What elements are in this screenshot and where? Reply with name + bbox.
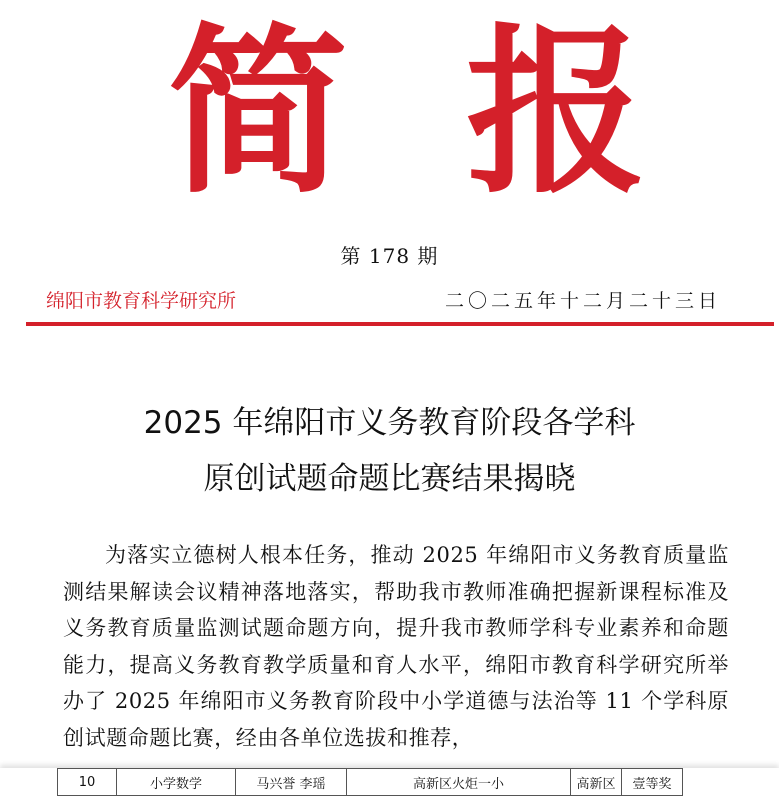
cell-no: 10 (58, 769, 117, 796)
publish-date: 二〇二五年十二月二十三日 (444, 290, 721, 312)
publisher-org: 绵阳市教育科学研究所 (46, 290, 237, 312)
cell-authors: 马兴誉 李瑶 (236, 769, 347, 796)
results-table-strip (0, 768, 779, 797)
body-paragraph: 为落实立德树人根本任务，推动 2025 年绵阳市义务教育质量监测结果解读会议精神落地落实，帮助我市教师准确把握新课程标准及义务教育质量监测试题命题方向，提升我市教师学科专业素养和命题能力，提高义务教育教学质量和育人水平，绵阳市教育科学研究所举办了 2025 年绵阳市义务教育阶段中小学道德与法治等 11 个学科原创试题命题比赛，经由各单位选拔和推荐， (63, 543, 729, 750)
cell-subject: 小学数学 (117, 769, 236, 796)
results-table (57, 768, 683, 796)
issue-number: 第 178 期 (340, 244, 439, 268)
cell-district: 高新区 (571, 769, 622, 796)
cell-school: 高新区火炬一小 (347, 769, 571, 796)
headline-line-2: 原创试题命题比赛结果揭晓 (203, 461, 576, 497)
article-headline (0, 395, 779, 507)
header-divider (26, 322, 774, 326)
masthead-char-jian: 简 (167, 7, 349, 218)
headline-line-1: 2025 年绵阳市义务教育阶段各学科 (143, 405, 636, 441)
cell-award: 壹等奖 (622, 769, 683, 796)
table-row (58, 769, 683, 796)
masthead-char-bao: 报 (465, 7, 647, 218)
masthead (0, 0, 779, 235)
masthead-title-art (0, 0, 779, 235)
